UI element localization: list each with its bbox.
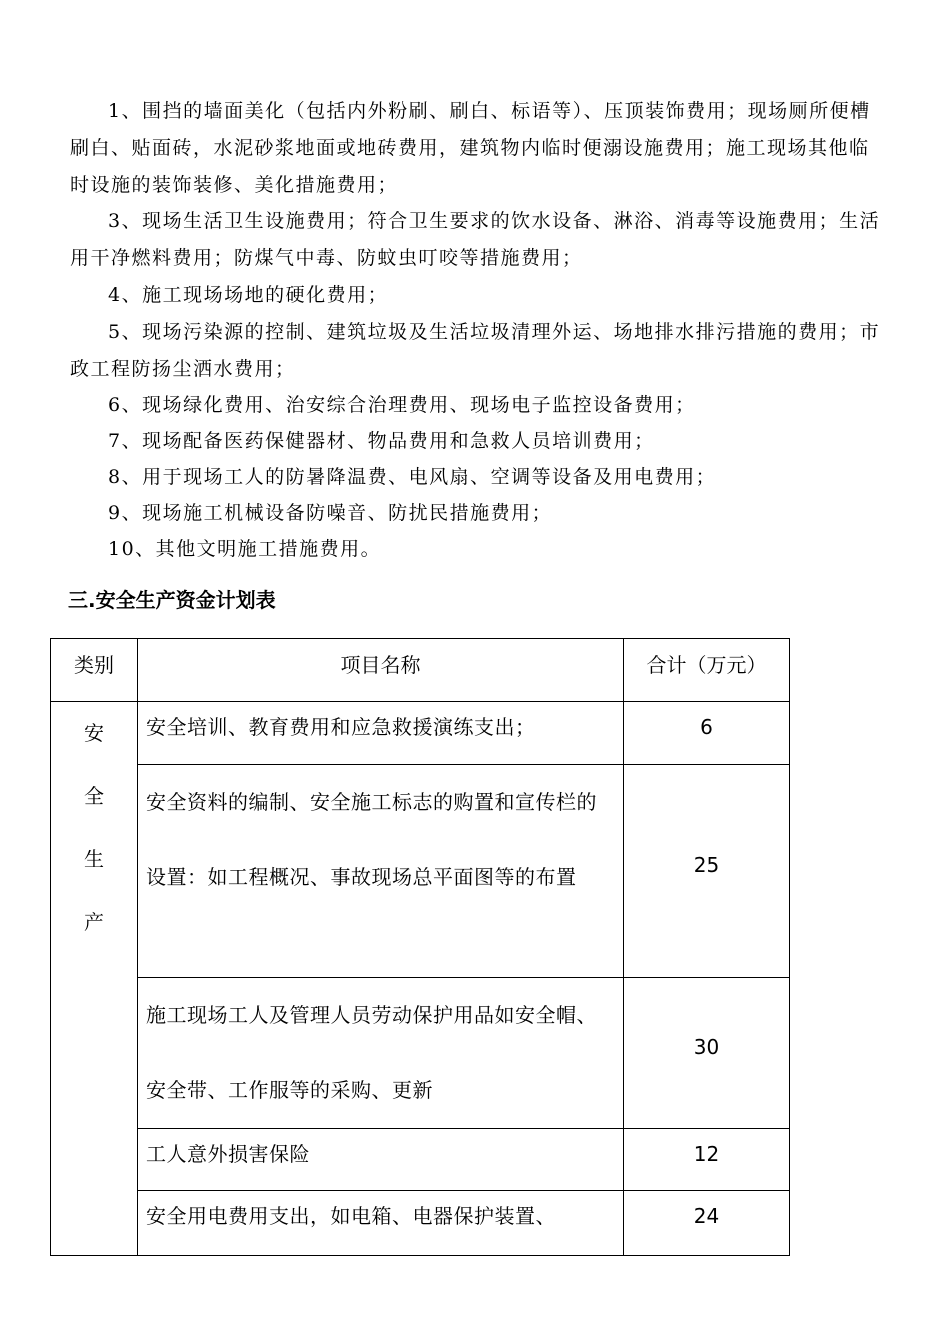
- paragraph-10: 10、其他文明施工措施费用。: [108, 538, 382, 560]
- table-row: [51, 765, 790, 978]
- item-name-cell: 安全用电费用支出，如电箱、电器保护装置、: [138, 1191, 624, 1256]
- item-name-cell: 安全资料的编制、安全施工标志的购置和宣传栏的设置：如工程概况、事故现场总平面图等的布置: [138, 765, 624, 978]
- category-char: 全: [84, 784, 104, 808]
- header-total: 合计（万元）: [624, 639, 790, 702]
- item-name-cell: 工人意外损害保险: [138, 1129, 624, 1191]
- table-row: [51, 978, 790, 1129]
- safety-fund-table: [50, 638, 790, 1256]
- table-row: [51, 1129, 790, 1191]
- table-header-row: [51, 639, 790, 702]
- section-heading: 三.安全生产资金计划表: [68, 588, 276, 612]
- total-cell: 12: [624, 1129, 790, 1191]
- table-row: [51, 1191, 790, 1256]
- total-cell: 6: [624, 702, 790, 765]
- category-char: 安: [84, 721, 104, 745]
- paragraph-4: 4、施工现场场地的硬化费用；: [108, 284, 389, 306]
- header-item-name: 项目名称: [138, 639, 624, 702]
- paragraph-3: 3、现场生活卫生设施费用；符合卫生要求的饮水设备、淋浴、消毒等设施费用；生活用干净燃料费用；防煤气中毒、防蚊虫叮咬等措施费用；: [70, 210, 881, 269]
- total-cell: 24: [624, 1191, 790, 1256]
- category-cell: [51, 702, 138, 1256]
- category-char: 生: [84, 847, 104, 871]
- total-cell: 30: [624, 978, 790, 1129]
- table-row: [51, 702, 790, 765]
- paragraph-9: 9、现场施工机械设备防噪音、防扰民措施费用；: [108, 502, 553, 524]
- paragraph-7: 7、现场配备医药保健器材、物品费用和急救人员培训费用；: [108, 430, 655, 452]
- paragraph-8: 8、用于现场工人的防暑降温费、电风扇、空调等设备及用电费用；: [108, 466, 717, 488]
- paragraph-5: 5、现场污染源的控制、建筑垃圾及生活垃圾清理外运、场地排水排污措施的费用；市政工程防扬尘洒水费用；: [70, 321, 881, 380]
- item-name-cell: 安全培训、教育费用和应急救援演练支出；: [138, 702, 624, 765]
- category-char: 产: [84, 910, 104, 934]
- header-category: 类别: [51, 639, 138, 702]
- paragraph-1: 1、围挡的墙面美化（包括内外粉刷、刷白、标语等）、压顶装饰费用；现场厕所便槽刷白、贴面砖，水泥砂浆地面或地砖费用，建筑物内临时便溺设施费用；施工现场其他临时设施的装饰装修、美化措施费用；: [70, 100, 871, 196]
- paragraph-6: 6、现场绿化费用、治安综合治理费用、现场电子监控设备费用；: [108, 394, 696, 416]
- total-cell: 25: [624, 765, 790, 978]
- item-name-cell: 施工现场工人及管理人员劳动保护用品如安全帽、安全带、工作服等的采购、更新: [138, 978, 624, 1129]
